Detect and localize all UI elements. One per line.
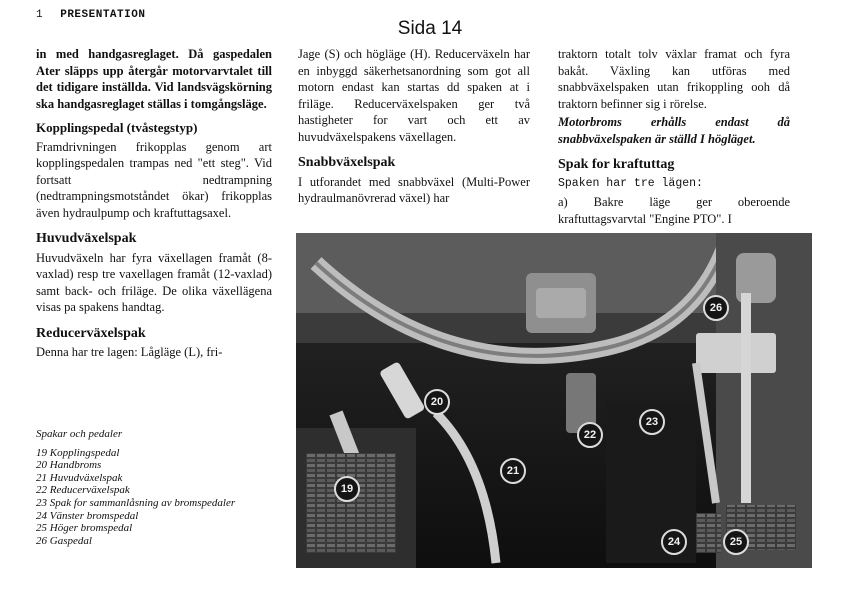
photo-label-25: 25 bbox=[723, 529, 749, 555]
paragraph-handgas: in med handgasreglaget. Då gaspedalen Ater släpps upp återgår motorvarvtalet till det tidigare inställda. Vid landsvägskörning ska handgasreglaget ställas i tomgångsläge. bbox=[36, 47, 272, 111]
paragraph-bakre-lage: a) Bakre läge ger oberoende kraftuttagsvarvtal "Engine PTO". I bbox=[558, 195, 790, 226]
photo-label-23: 23 bbox=[639, 409, 665, 435]
photo-label-24: 24 bbox=[661, 529, 687, 555]
legend-item: 26 Gaspedal bbox=[36, 534, 92, 547]
page-title: Sida 14 bbox=[397, 18, 463, 39]
photo-illustration bbox=[296, 233, 812, 568]
controls-photo bbox=[296, 233, 812, 568]
legend-item: 25 Höger bromspedal bbox=[36, 522, 133, 535]
column-1 bbox=[36, 46, 272, 363]
paragraph-koppling: Framdrivningen frikopplas genom art kopplingspedalen trampas ned "ett steg". Vid fortsatt nedtrampning (nedtrampningsmotståndet ökar) frikopplas även hydraulpump och kraftuttagsaxel. bbox=[36, 139, 272, 220]
paragraph-reducer-cont: Jage (S) och högläge (H). Reducerväxeln har en inbyggd säkerhetsanordning som got all motorn endast kan startas dd spaken at i friläge. Reducerväxelspaken ger två hastigheter for vart och ett av huvudväxelspakens växellagen. bbox=[298, 47, 530, 144]
legend-item: 21 Huvudväxelspak bbox=[36, 471, 123, 484]
figure-legend bbox=[36, 428, 272, 547]
legend-item: 19 Kopplingspedal bbox=[36, 446, 120, 459]
legend-item: 22 Reducerväxelspak bbox=[36, 484, 130, 497]
photo-label-22: 22 bbox=[577, 422, 603, 448]
paragraph-huvudvaxel: Huvudväxeln har fyra växellagen framåt (8-vaxlad) resp tre vaxellagen framåt (12-vaxlad) samt back- och friläge. De olika växellägena visas pa spakens handtag. bbox=[36, 250, 272, 314]
legend-item: 24 Vänster bromspedal bbox=[36, 509, 139, 522]
photo-label-20: 20 bbox=[424, 389, 450, 415]
heading-spak-kraftuttag: Spak for kraftuttag bbox=[558, 157, 675, 172]
legend-item: 23 Spak for sammanlåsning av bromspedaler bbox=[36, 496, 236, 509]
paragraph-reducer: Denna har tre lagen: Lågläge (L), fri- bbox=[36, 345, 223, 359]
paragraph-vaxlar: traktorn totalt tolv växlar framat och fyra bakåt. Växling kan utföras med snabbväxelspaken utan frikoppling ooh då traktorn befinner sig i rörelse. bbox=[558, 47, 790, 111]
heading-snabbvaxelspak: Snabbväxelspak bbox=[298, 155, 396, 170]
legend-title: Spakar och pedaler bbox=[36, 428, 123, 440]
paragraph-spaken-lagen: Spaken har tre lägen: bbox=[558, 176, 703, 190]
column-3 bbox=[558, 46, 790, 229]
heading-kopplingspedal: Kopplingspedal (tvåstegstyp) bbox=[36, 120, 198, 135]
paragraph-snabbvaxel: I utforandet med snabbväxel (Multi-Power hydraulmanövrerad växel) har bbox=[298, 174, 530, 205]
photo-label-21: 21 bbox=[500, 458, 526, 484]
legend-item: 20 Handbroms bbox=[36, 459, 102, 472]
heading-reducervaxelspak: Reducerväxelspak bbox=[36, 325, 146, 341]
column-2 bbox=[298, 46, 530, 209]
photo-label-26: 26 bbox=[703, 295, 729, 321]
photo-label-19: 19 bbox=[334, 476, 360, 502]
header-section: PRESENTATION bbox=[60, 9, 146, 21]
header-page-number: 1 bbox=[36, 9, 44, 21]
heading-huvudvaxelspak: Huvudväxelspak bbox=[36, 231, 137, 246]
paragraph-motorbroms: Motorbroms erhålls endast då snabbväxelspaken är ställd I högläget. bbox=[558, 115, 790, 146]
